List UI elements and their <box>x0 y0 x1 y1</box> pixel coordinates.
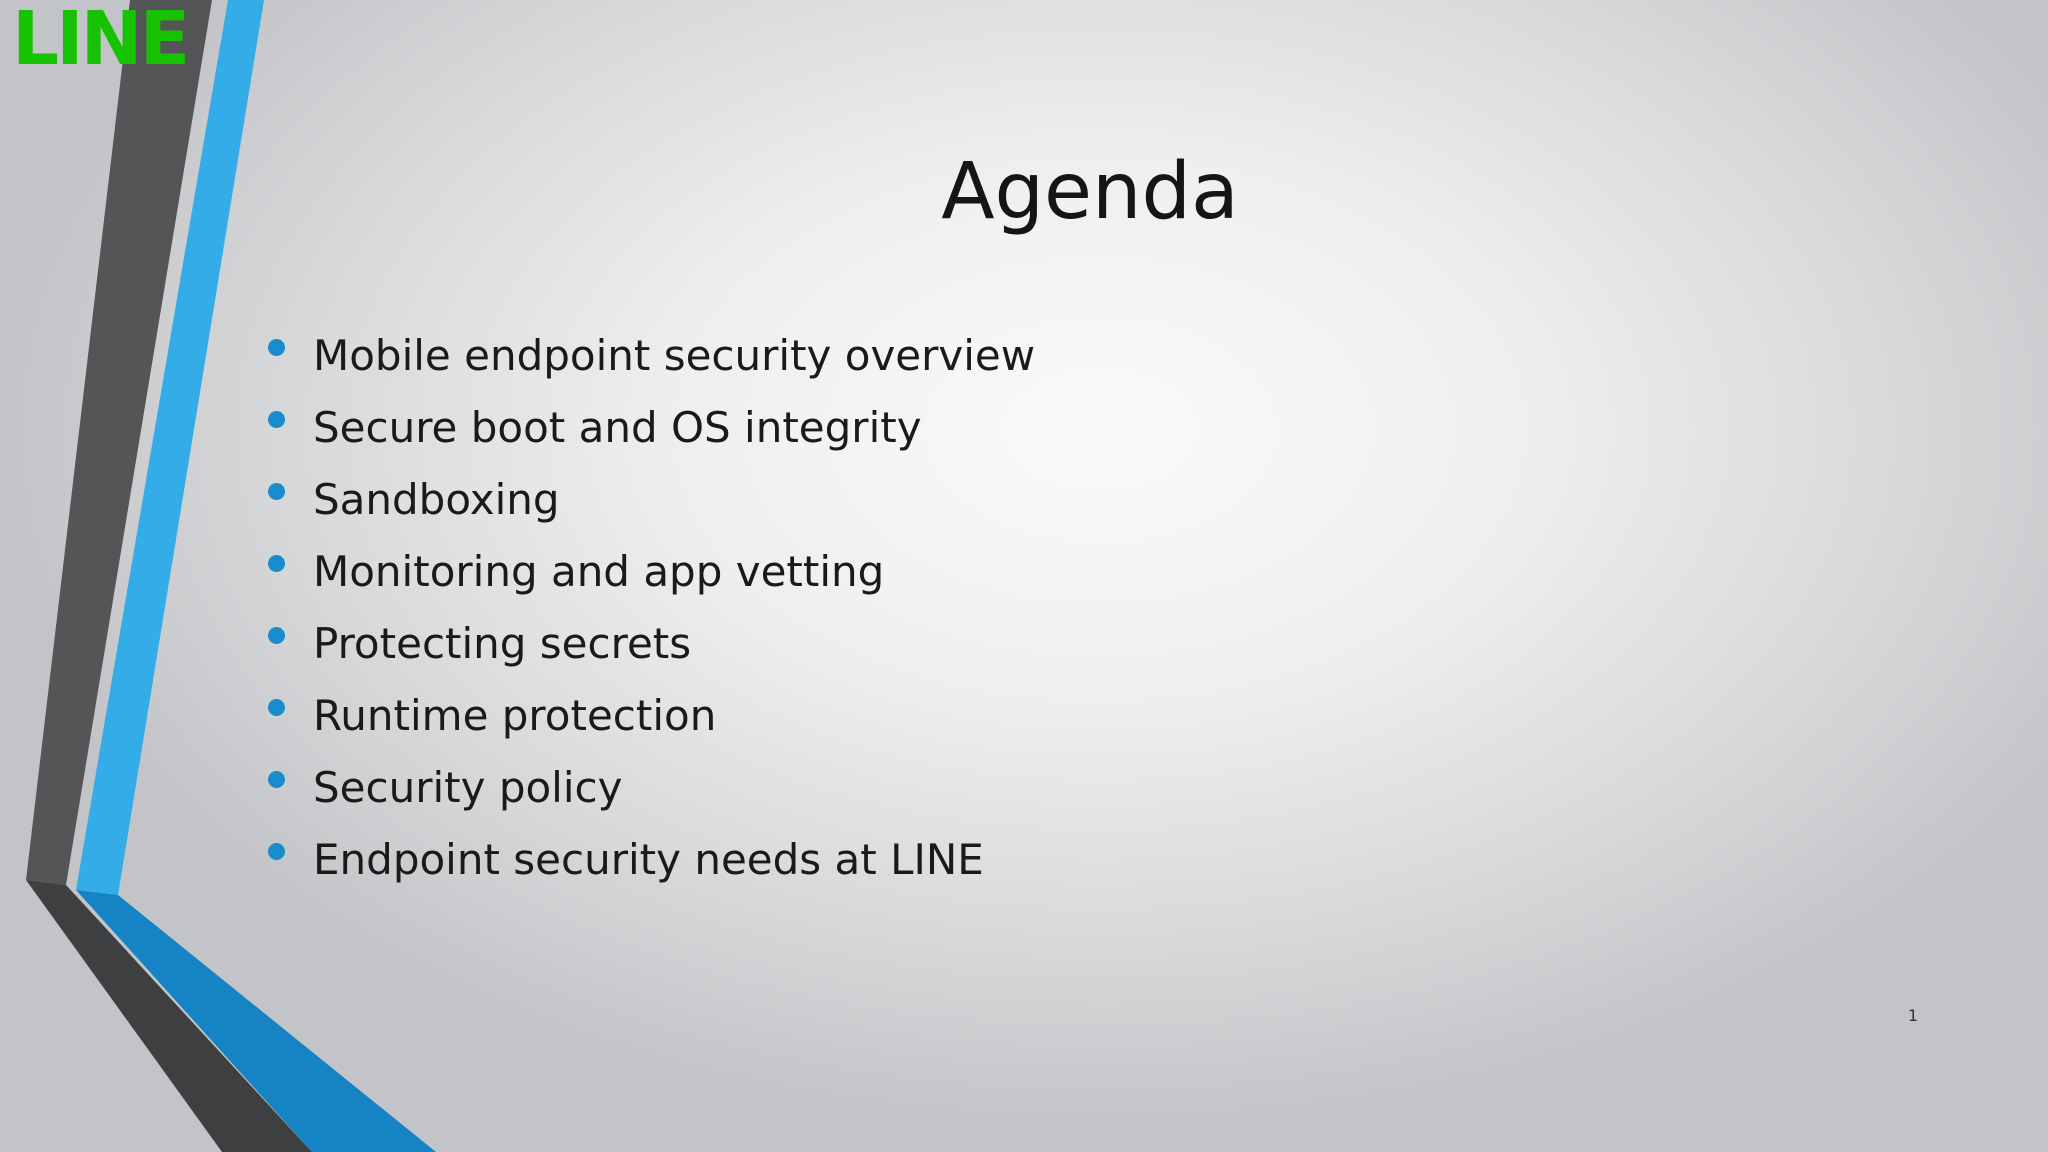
bullet-icon <box>268 771 285 788</box>
agenda-item-text: Mobile endpoint security overview <box>313 331 1036 380</box>
agenda-item <box>265 464 1035 536</box>
agenda-item <box>265 752 1035 824</box>
agenda-item <box>265 392 1035 464</box>
agenda-item-text: Protecting secrets <box>313 619 692 668</box>
agenda-item <box>265 824 1035 896</box>
agenda-item <box>265 536 1035 608</box>
bullet-icon <box>268 483 285 500</box>
dark-diagonal-stripe <box>26 880 312 1152</box>
bullet-icon <box>268 699 285 716</box>
agenda-item <box>265 320 1035 392</box>
bullet-icon <box>268 843 285 860</box>
agenda-item-text: Sandboxing <box>313 475 560 524</box>
agenda-item-text: Security policy <box>313 763 623 812</box>
agenda-item-text: Secure boot and OS integrity <box>313 403 922 452</box>
slide-title: Agenda <box>941 147 1239 237</box>
bullet-icon <box>268 339 285 356</box>
agenda-item <box>265 608 1035 680</box>
agenda-item-text: Runtime protection <box>313 691 717 740</box>
bullet-icon <box>268 411 285 428</box>
bullet-icon <box>268 555 285 572</box>
page-number: 1 <box>1907 1006 1918 1025</box>
agenda-item <box>265 680 1035 752</box>
agenda-list <box>265 320 1035 896</box>
bullet-icon <box>268 627 285 644</box>
line-logo: LINE <box>12 0 188 82</box>
agenda-item-text: Monitoring and app vetting <box>313 547 885 596</box>
agenda-item-text: Endpoint security needs at LINE <box>313 835 984 884</box>
